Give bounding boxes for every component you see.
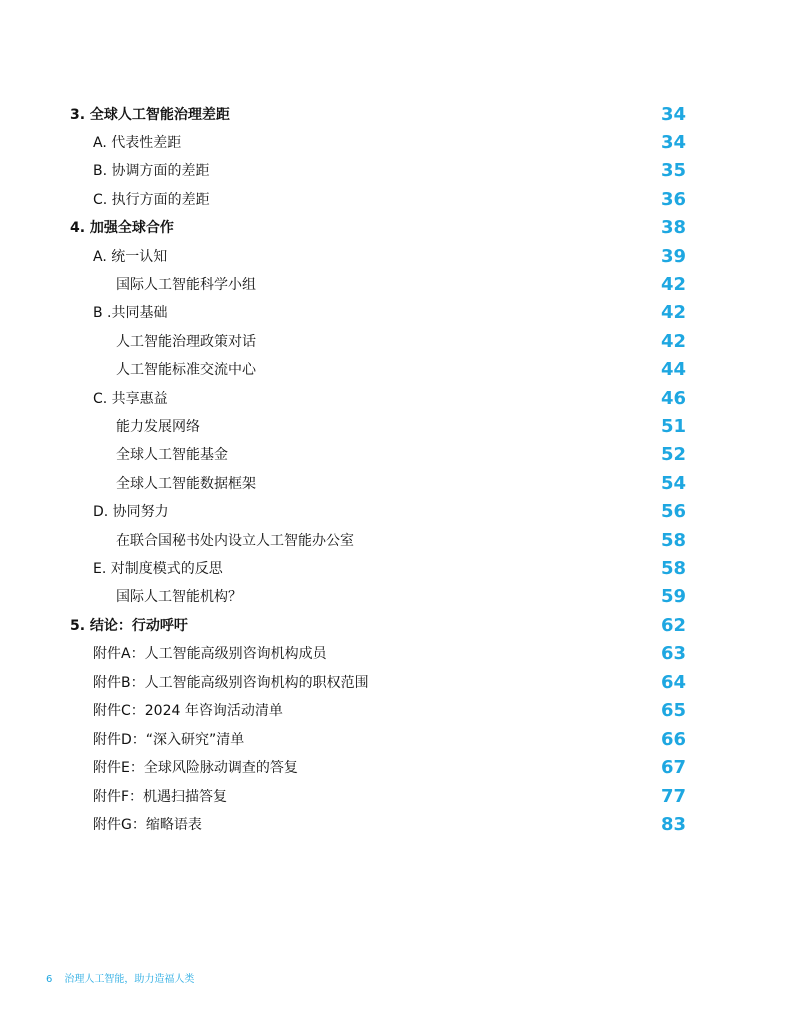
toc-entry[interactable]	[0, 558, 791, 586]
toc-entry-label: B .共同基础	[93, 305, 168, 321]
toc-entry-label: 附件F：机遇扫描答复	[93, 789, 228, 805]
footer-title: 治理人工智能，助力造福人类	[64, 974, 195, 985]
toc-entry-page: 65	[660, 700, 686, 721]
toc-entry-label: D. 协同努力	[93, 504, 169, 520]
toc-entry-page: 42	[660, 274, 686, 295]
toc-entry-page: 77	[660, 786, 686, 807]
toc-entry-label: 全球人工智能数据框架	[116, 476, 256, 492]
toc-entry[interactable]	[0, 246, 791, 274]
toc-entry[interactable]	[0, 586, 791, 614]
toc-entry-label: B. 协调方面的差距	[93, 163, 210, 179]
toc-entry-label: A. 统一认知	[93, 249, 168, 265]
toc-entry-page: 58	[660, 558, 686, 579]
toc-entry-page: 46	[660, 388, 686, 409]
toc-entry[interactable]	[0, 444, 791, 472]
toc-entry-label: 附件B：人工智能高级别咨询机构的职权范围	[93, 675, 369, 691]
toc-entry[interactable]	[0, 416, 791, 444]
toc-entry-page: 64	[660, 672, 686, 693]
toc-entry-label: 5. 结论：行动呼吁	[70, 618, 188, 634]
toc-entry-label: E. 对制度模式的反思	[93, 561, 223, 577]
toc-entry-page: 67	[660, 757, 686, 778]
toc-entry-label: 附件G：缩略语表	[93, 817, 202, 833]
toc-entry[interactable]	[0, 530, 791, 558]
toc-entry-page: 35	[660, 160, 686, 181]
toc-entry-label: 国际人工智能科学小组	[116, 277, 256, 293]
toc-entry-label: 全球人工智能基金	[116, 447, 228, 463]
toc-entry-page: 63	[660, 643, 686, 664]
toc-entry-annex[interactable]	[0, 672, 791, 700]
toc-entry-page: 62	[660, 615, 686, 636]
toc-entry[interactable]	[0, 473, 791, 501]
toc-entry-page: 34	[660, 132, 686, 153]
toc-entry-page: 56	[660, 501, 686, 522]
toc-entry-page: 42	[660, 302, 686, 323]
toc-entry-section-4[interactable]	[0, 217, 791, 245]
toc-entry-label: 人工智能标准交流中心	[116, 362, 256, 378]
toc-entry-section-3[interactable]	[0, 104, 791, 132]
toc-entry-label: 4. 加强全球合作	[70, 220, 174, 236]
toc-entry-label: 人工智能治理政策对话	[116, 334, 256, 350]
toc-entry-label: 在联合国秘书处内设立人工智能办公室	[116, 533, 354, 549]
toc-entry[interactable]	[0, 274, 791, 302]
toc-entry-label: A. 代表性差距	[93, 135, 182, 151]
toc-entry-page: 51	[660, 416, 686, 437]
footer-page-number: 6	[46, 974, 53, 985]
toc-entry[interactable]	[0, 331, 791, 359]
page-footer	[46, 974, 194, 986]
toc-entry-page: 66	[660, 729, 686, 750]
toc-entry-annex[interactable]	[0, 700, 791, 728]
toc-entry-annex[interactable]	[0, 643, 791, 671]
toc-entry[interactable]	[0, 189, 791, 217]
toc-entry[interactable]	[0, 132, 791, 160]
toc-entry-annex[interactable]	[0, 729, 791, 757]
toc-entry-page: 52	[660, 444, 686, 465]
toc-entry-annex[interactable]	[0, 757, 791, 785]
toc-entry-label: 附件A：人工智能高级别咨询机构成员	[93, 646, 327, 662]
toc-entry-page: 58	[660, 530, 686, 551]
toc-entry-label: 国际人工智能机构？	[116, 589, 242, 605]
toc-entry[interactable]	[0, 388, 791, 416]
toc-entry-page: 36	[660, 189, 686, 210]
toc-entry-page: 38	[660, 217, 686, 238]
toc-entry-label: 附件E：全球风险脉动调查的答复	[93, 760, 298, 776]
toc-entry[interactable]	[0, 501, 791, 529]
toc-entry-page: 83	[660, 814, 686, 835]
toc-entry-label: C. 共享惠益	[93, 391, 168, 407]
toc-entry[interactable]	[0, 359, 791, 387]
toc-entry[interactable]	[0, 160, 791, 188]
toc-entry-label: 能力发展网络	[116, 419, 200, 435]
toc-entry-page: 54	[660, 473, 686, 494]
toc-entry-page: 39	[660, 246, 686, 267]
toc-entry-page: 34	[660, 104, 686, 125]
toc-entry-page: 44	[660, 359, 686, 380]
toc-entry-annex[interactable]	[0, 814, 791, 842]
toc-entry-page: 59	[660, 586, 686, 607]
toc-entry-annex[interactable]	[0, 786, 791, 814]
toc-entry-section-5[interactable]	[0, 615, 791, 643]
toc-entry-label: C. 执行方面的差距	[93, 192, 210, 208]
toc-entry-page: 42	[660, 331, 686, 352]
toc-entry-label: 3. 全球人工智能治理差距	[70, 107, 230, 123]
toc-entry[interactable]	[0, 302, 791, 330]
toc-entry-label: 附件C：2024 年咨询活动清单	[93, 703, 283, 719]
toc-entry-label: 附件D：“深入研究”清单	[93, 732, 245, 748]
